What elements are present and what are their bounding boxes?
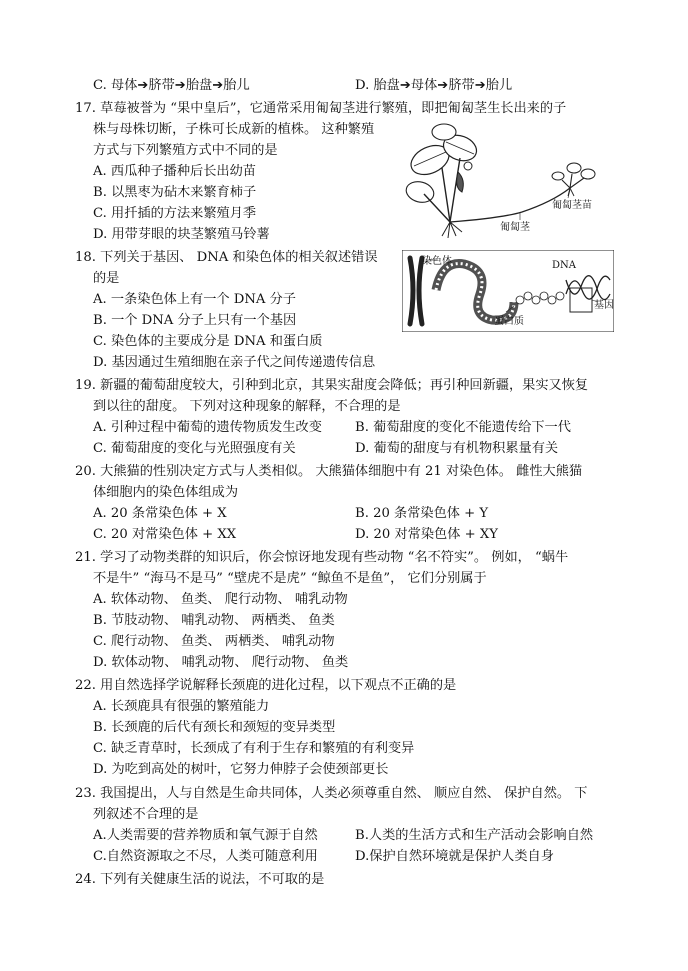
- q17-option-c: C. 用扦插的方法来繁殖月季: [93, 206, 257, 221]
- q21-stem-1: 21. 学习了动物类群的知识后，你会惊讶地发现有些动物 “名不符实”。 例如， “蜗牛: [75, 550, 569, 565]
- q20-stem-2: 体细胞内的染色体组成为: [93, 485, 239, 500]
- label-dna: DNA: [552, 260, 576, 271]
- q19-option-a: A. 引种过程中葡萄的遗传物质发生改变: [93, 420, 322, 435]
- q22-option-b: B. 长颈鹿的后代有颈长和颈短的变异类型: [93, 720, 336, 735]
- q17-option-b: B. 以黑枣为砧木来繁育柿子: [93, 185, 257, 200]
- q16-option-d: D. 胎盘➔母体➔脐带➔胎儿: [355, 78, 513, 93]
- label-runner-seedling: 匍匐茎苗: [552, 200, 592, 211]
- q20-stem-1: 20. 大熊猫的性别决定方式与人类相似。 大熊猫体细胞中有 21 对染色体。 雌性大熊猫: [75, 464, 583, 479]
- q23-option-a: A.人类需要的营养物质和氧气源于自然: [93, 828, 318, 843]
- q18-option-a: A. 一条染色体上有一个 DNA 分子: [93, 292, 296, 307]
- q20-option-d: D. 20 对常染色体 + XY: [355, 527, 498, 542]
- q23-option-d: D.保护自然环境就是保护人类自身: [355, 849, 554, 864]
- q16-option-c: C. 母体➔脐带➔胎盘➔胎儿: [93, 78, 250, 93]
- label-protein: 蛋白质: [494, 316, 524, 327]
- q22-option-d: D. 为吃到高处的树叶，它努力伸脖子会使颈部更长: [93, 762, 389, 777]
- chromosome-dna-figure: [402, 250, 614, 332]
- q18-option-c: C. 染色体的主要成分是 DNA 和蛋白质: [93, 334, 323, 349]
- q22-option-c: C. 缺乏青草时，长颈成了有利于生存和繁殖的有利变异: [93, 741, 415, 756]
- q20-option-b: B. 20 条常染色体 + Y: [355, 506, 489, 521]
- q19-stem-2: 到以往的甜度。 下列对这种现象的解释，不合理的是: [93, 399, 401, 414]
- q17-option-a: A. 西瓜种子播种后长出幼苗: [93, 164, 256, 179]
- label-runner-stem: 匍匐茎: [500, 222, 530, 233]
- q18-stem-2: 的是: [93, 271, 120, 286]
- q22-stem-1: 22. 用自然选择学说解释长颈鹿的进化过程，以下观点不正确的是: [75, 678, 457, 693]
- q20-option-c: C. 20 对常染色体 + XX: [93, 527, 237, 542]
- q18-option-b: B. 一个 DNA 分子上只有一个基因: [93, 313, 297, 328]
- q23-option-c: C.自然资源取之不尽，人类可随意利用: [93, 849, 318, 864]
- q21-option-d: D. 软体动物、 哺乳动物、 爬行动物、 鱼类: [93, 655, 349, 670]
- q21-stem-2: 不是牛” “海马不是马” “壁虎不是虎” “鲸鱼不是鱼”， 它们分别属于: [93, 571, 487, 586]
- q23-stem-1: 23. 我国提出，人与自然是生命共同体，人类必须尊重自然、 顺应自然、 保护自然。 下: [75, 786, 588, 801]
- q17-stem-3: 方式与下列繁殖方式中不同的是: [93, 143, 278, 158]
- q22-option-a: A. 长颈鹿具有很强的繁殖能力: [93, 699, 270, 714]
- strawberry-runner-figure: [402, 122, 612, 240]
- q23-option-b: B.人类的生活方式和生产活动会影响自然: [355, 828, 594, 843]
- q21-option-a: A. 软体动物、 鱼类、 爬行动物、 哺乳动物: [93, 592, 348, 607]
- q18-option-d: D. 基因通过生殖细胞在亲子代之间传递遗传信息: [93, 355, 376, 370]
- q24-stem-1: 24. 下列有关健康生活的说法，不可取的是: [75, 872, 325, 887]
- q21-option-b: B. 节肢动物、 哺乳动物、 两栖类、 鱼类: [93, 613, 335, 628]
- q17-option-d: D. 用带芽眼的块茎繁殖马铃薯: [93, 227, 270, 242]
- q21-option-c: C. 爬行动物、 鱼类、 两栖类、 哺乳动物: [93, 634, 335, 649]
- q17-stem-1: 17. 草莓被誉为 “果中皇后”，它通常采用匍匐茎进行繁殖，即把匍匐茎生长出来的子: [75, 101, 567, 116]
- q20-option-a: A. 20 条常染色体 + X: [93, 506, 227, 521]
- q19-stem-1: 19. 新疆的葡萄甜度较大，引种到北京，其果实甜度会降低；再引种回新疆，果实又恢复: [75, 378, 589, 393]
- label-chromosome: 染色体: [422, 256, 452, 267]
- q19-option-b: B. 葡萄甜度的变化不能遗传给下一代: [355, 420, 571, 435]
- q18-stem-1: 18. 下列关于基因、 DNA 和染色体的相关叙述错误: [75, 250, 378, 265]
- q19-option-c: C. 葡萄甜度的变化与光照强度有关: [93, 441, 296, 456]
- q19-option-d: D. 葡萄的甜度与有机物积累量有关: [355, 441, 559, 456]
- label-gene: 基因: [594, 300, 614, 311]
- q17-stem-2: 株与母株切断，子株可长成新的植株。 这种繁殖: [93, 122, 375, 137]
- q23-stem-2: 列叙述不合理的是: [93, 807, 199, 822]
